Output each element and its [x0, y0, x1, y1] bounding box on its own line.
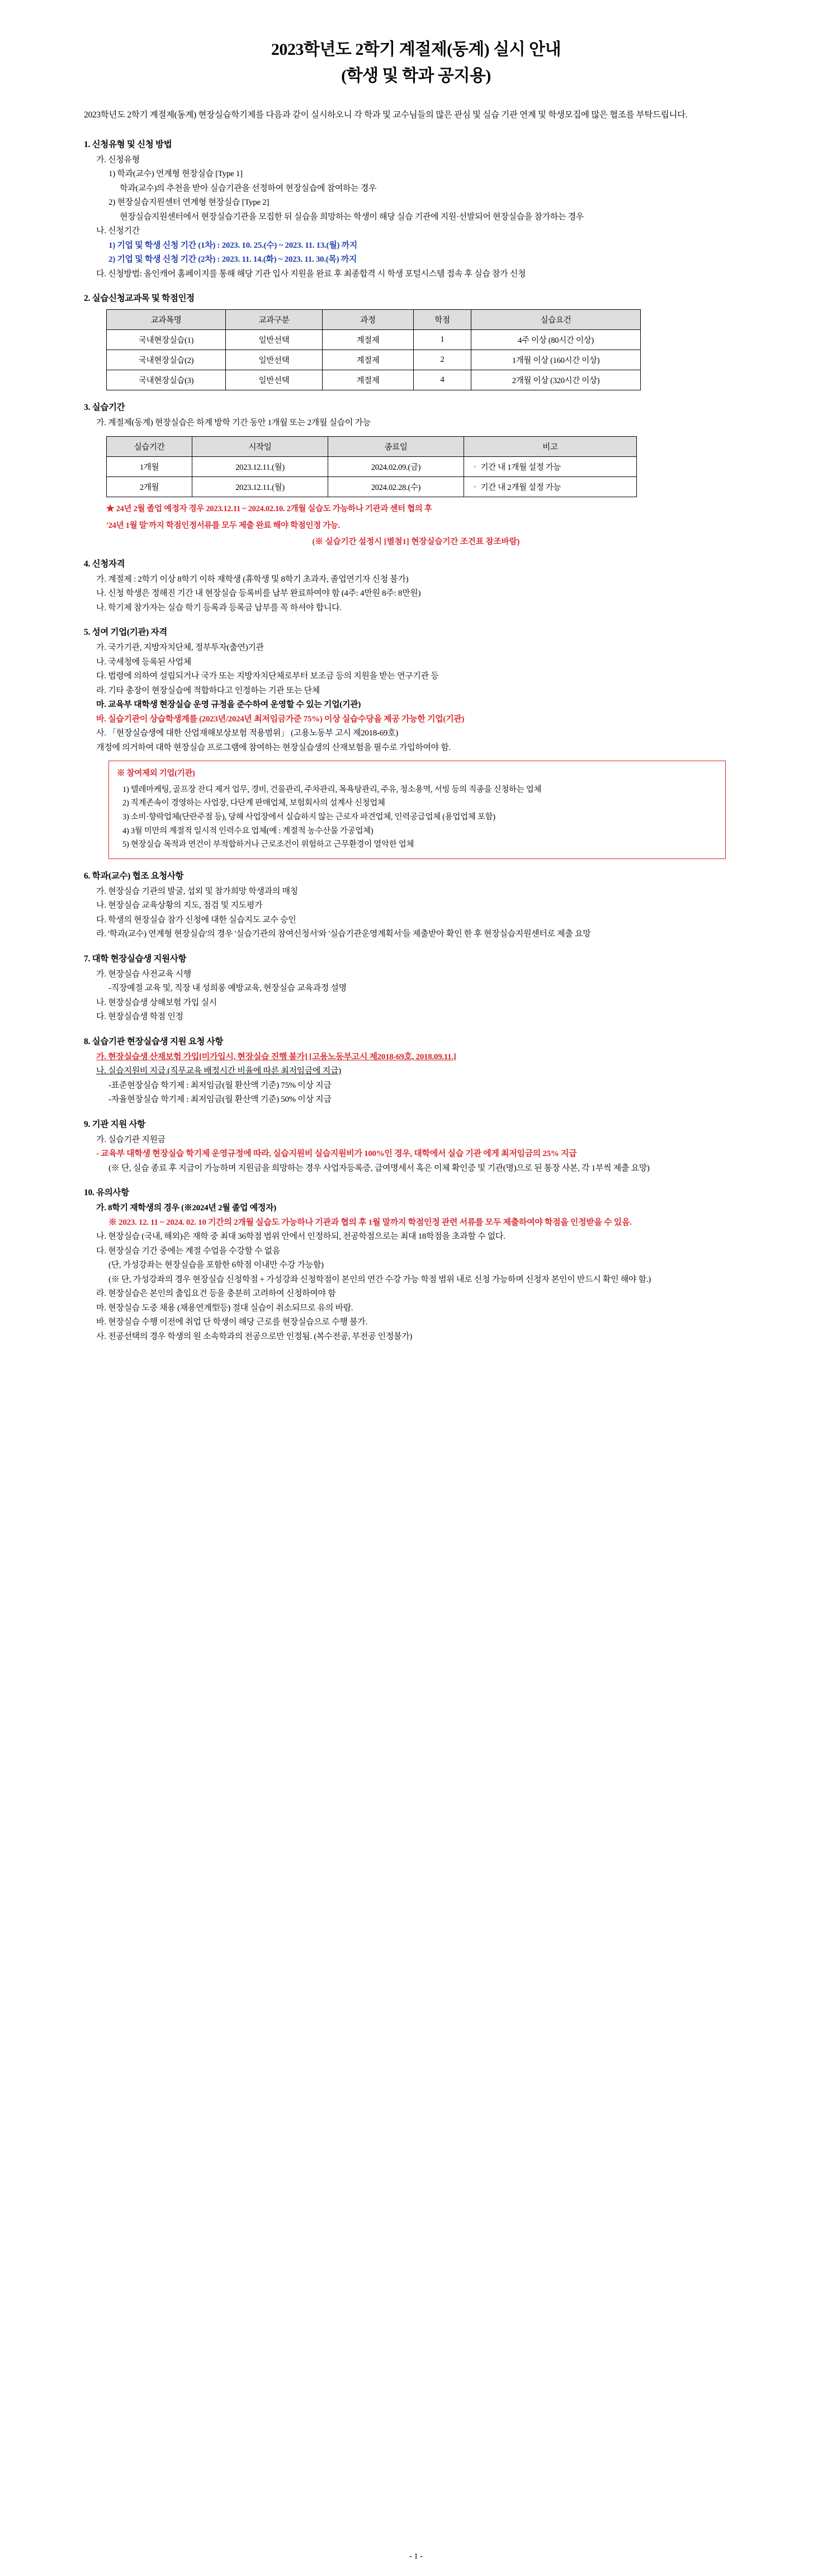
section-department-cooperation	[84, 869, 748, 942]
section-8-item-b: 나. 실습지원비 지급 (직무교육 배정시간 비율에 따른 최저임금에 지급)	[96, 1067, 341, 1076]
section-1-item-c: 다. 신청방법: 올인캐어 홈페이지를 통해 해당 기관 입사 지원을 완료 후 최종합격 시 학생 포털시스템 접속 후 실습 참가 신청	[96, 269, 526, 279]
section-10-item-g: 사. 전공선택의 경우 학생의 원 소속학과의 전공으로만 인정됨. (복수전공, 부전공 인정불가)	[96, 1332, 413, 1341]
section-university-support	[84, 952, 748, 1025]
section-10-item-c-sub1: (단, 가성강좌는 현장실습을 포함한 6학점 이내만 수강 가능함)	[108, 1261, 324, 1270]
section-5-item-h: 개정에 의거하여 대학 현장실습 프로그램에 참여하는 현장실습생의 산재보험을 필수로 가입하여야 함.	[96, 743, 451, 752]
section-5-heading: 5. 성여 기업(기관) 자격	[84, 628, 167, 637]
cell-requirement: 4주 이상 (80시간 이상)	[471, 330, 641, 350]
section-7-item-b: 나. 현장실습생 상해보험 가입 실시	[96, 998, 217, 1007]
section-10-item-b: 나. 현장실습 (국내, 해외)은 재학 중 최대 36학점 범위 안에서 인정하되, 전공학점으로는 최대 18학점을 초과할 수 없다.	[96, 1232, 505, 1242]
title-line-1: 2023학년도 2학기 계절제(동계) 실시 안내	[271, 40, 561, 59]
section-eligibility	[84, 557, 748, 616]
excluded-item: 5) 현장실습 목적과 연건이 부적합하거나 근로조건이 위험하고 근무환경이 열악한 업체	[122, 840, 414, 850]
cell-process: 계절제	[323, 330, 414, 350]
period-note-3: (※ 실습기간 설정시 [별첨1] 현장실습기간 조건표 참조바람)	[312, 537, 520, 546]
section-5-item-g: 사. 「현장실습생에 대한 산업재해보상보험 적용범위」 (고용노동부 고시 제2018-69호)	[96, 729, 398, 738]
section-precautions	[84, 1186, 748, 1344]
cell-process: 계절제	[323, 350, 414, 370]
section-1-type2: 2) 현장실습지원센터 연계형 현장실습 [Type 2]	[108, 198, 270, 207]
cell-credits: 4	[414, 370, 471, 390]
th-remarks: 비고	[464, 436, 637, 456]
section-8-heading: 8. 실습기관 현장실습생 지원 요청 사항	[84, 1036, 224, 1046]
section-5-item-c: 다. 법령에 의하여 설립되거나 국가 또는 지방자치단체로부터 보조금 등의 지원을 받는 연구기관 등	[96, 672, 439, 681]
section-1-period-2: 2) 기업 및 학생 신청 기간 (2차) : 2023. 11. 14.(화) ~ 2023. 11. 30.(목) 까지	[108, 255, 357, 265]
section-10-item-d: 라. 현장실습은 본인의 출입요건 등을 충분히 고려하여 신청하여야 함	[96, 1289, 336, 1299]
cell-credits: 2	[414, 350, 471, 370]
cell-start-date: 2023.12.11.(월)	[192, 456, 328, 476]
page-title	[84, 37, 748, 89]
section-4-item-c: 나. 학기제 참가자는 실습 학기 등록과 등록금 납부를 꼭 하셔야 합니다.	[96, 603, 342, 612]
th-start-date: 시작일	[192, 436, 328, 456]
table-header-row	[107, 310, 641, 330]
excluded-box-title: ※ 참여제외 기업(기관)	[117, 769, 195, 778]
section-10-item-a: 가. 8학기 재학생의 경우 (※2024년 2월 졸업 예정자)	[96, 1204, 276, 1213]
section-10-item-c: 다. 현장실습 기간 중에는 계절 수업을 수강할 수 없음	[96, 1246, 281, 1256]
section-5-item-b: 나. 국세청에 등록된 사업체	[96, 657, 191, 667]
cell-course-name: 국내현장실습(1)	[107, 330, 226, 350]
section-8-item-a: 가. 현장실습생 산재보험 가입[미가입시, 현장실습 진행 불가] [고용노동부고시 제2018-69호, 2018.09.11.]	[96, 1052, 456, 1061]
section-10-item-e: 마. 현장실습 도중 채용 (채용연계型등) 절대 실습이 취소되므로 유의 바람.	[96, 1303, 353, 1313]
table-row	[107, 350, 641, 370]
section-4-item-b: 나. 신청 학생은 정해진 기간 내 현장실습 등록비를 납부 완료하여야 함 (4주: 4만원 8주: 8만원)	[96, 589, 421, 598]
section-9-item-a: 가. 실습기관 지원금	[96, 1135, 166, 1144]
cell-course-name: 국내현장실습(2)	[107, 350, 226, 370]
section-1-item-b: 나. 신청기간	[96, 227, 140, 236]
section-10-item-f: 바. 현장실습 수행 이전에 취업 단 학생이 해당 근로를 현장실습으로 수행 불가.	[96, 1318, 367, 1327]
section-7-item-c: 다. 현장실습생 학점 인정	[96, 1012, 183, 1022]
section-10-item-c-sub2: (※ 단, 가성강좌의 경우 현장실습 신청학점 + 가성강좌 신청학점이 본인의 연간 수강 가능 학점 범위 내로 신청 가능하며 신청자 본인이 반드시 확인 해야 함.)	[108, 1275, 651, 1284]
th-requirement: 실습요건	[471, 310, 641, 330]
section-6-heading: 6. 학과(교수) 협조 요청사항	[84, 871, 184, 881]
table-header-row	[107, 436, 637, 456]
section-9-heading: 9. 기관 지원 사항	[84, 1119, 145, 1129]
page-number: - 1 -	[409, 2552, 423, 2561]
cell-period: 1개월	[107, 456, 192, 476]
excluded-item: 2) 직계존속이 경영하는 사업장, 다단계 판매업체, 보험회사의 설계사 신청업체	[122, 799, 385, 808]
th-credits: 학점	[414, 310, 471, 330]
section-8-autonomous-pay: -자율현장실습 학기제 : 최저임금(월 환산액 기준) 50% 이상 지급	[108, 1095, 332, 1105]
cell-requirement: 1개월 이상 (160시간 이상)	[471, 350, 641, 370]
section-period	[84, 400, 748, 546]
period-note-1: ★ 24년 2월 졸업 예정자 경우 2023.12.11 ~ 2024.02.10. 2개월 실습도 가능하나 기관과 센터 협의 후	[106, 504, 432, 513]
table-row	[107, 370, 641, 390]
section-application	[84, 138, 748, 282]
th-course-type: 교과구분	[226, 310, 323, 330]
section-company-qualification	[84, 625, 748, 859]
section-9-item-b: - 교육부 대학생 현장실습 학기제 운영규정에 따라, 실습지원비 실습지원비가 100%인 경우, 대학에서 실습 기관 에게 최저임금의 25% 지급	[96, 1149, 577, 1159]
section-1-type2-desc: 현장실습지원센터에서 현장실습기관을 모집한 뒤 실습을 희망하는 학생이 해당 실습 기관에 지원·선발되어 현장실습을 참가하는 경우	[120, 212, 584, 221]
section-credit	[84, 291, 748, 390]
section-5-item-f: 바. 실습기관이 상습학생계를 (2023년/2024년 최저임금가준 75%) 이상 실습수당을 제공 가능한 기업(기관)	[96, 714, 465, 724]
th-end-date: 종료일	[328, 436, 464, 456]
cell-start-date: 2023.12.11.(월)	[192, 476, 328, 497]
section-5-item-a: 가. 국가기관, 지방자치단체, 정부투자(출연)기관	[96, 643, 264, 652]
intro-paragraph: 2023학년도 2학기 계절제(동계) 현장실습학기제를 다음과 같이 실시하오니 각 학과 및 교수님들의 많은 관심 및 실습 기관 연계 및 학생모집에 많은 협조를 부탁드립니다.	[84, 110, 688, 120]
section-7-item-a: 가. 현장실습 사전교육 시행	[96, 969, 191, 979]
cell-end-date: 2024.02.28.(수)	[328, 476, 464, 497]
section-2-heading: 2. 실습신청교과목 및 학점인정	[84, 294, 195, 304]
section-9-item-c: (※ 단, 실습 종료 후 지급이 가능하며 지원금을 희망하는 경우 사업자등록증, 급여명세서 혹은 이체 확인증 및 기관(명)으로 된 통장 사본, 각 1부씩 제출 요망)	[108, 1163, 650, 1173]
section-4-item-a: 가. 계절제 : 2학기 이상 8학기 이하 재학생 (휴학생 및 8학기 초과자, 졸업연기자 신청 불가)	[96, 574, 409, 584]
period-note-2: '24년 1월 말'까지 학점인정서류를 모두 제출 완료 해야 학점인정 가능.	[106, 521, 340, 530]
section-7-item-a-detail: -직장예절 교육 및, 직장 내 성희롱 예방교육, 현장실습 교육과정 설명	[108, 984, 347, 993]
section-7-heading: 7. 대학 현장실습생 지원사항	[84, 954, 187, 964]
section-8-standard-pay: -표준현장실습 학기제 : 최저임금(월 환산액 기준) 75% 이상 지급	[108, 1081, 332, 1090]
table-row	[107, 330, 641, 350]
table-row	[107, 456, 637, 476]
cell-credits: 1	[414, 330, 471, 350]
cell-end-date: 2024.02.09.(금)	[328, 456, 464, 476]
th-period: 실습기간	[107, 436, 192, 456]
section-6-item-a: 가. 현장실습 기관의 발굴, 섭외 및 참가희망 학생과의 매칭	[96, 886, 298, 896]
cell-course-type: 일반선택	[226, 350, 323, 370]
credit-table	[106, 309, 641, 390]
section-1-item-a: 가. 신청유형	[96, 155, 140, 164]
section-institution-support	[84, 1117, 748, 1176]
excluded-item: 3) 소비·향락업체(단란주점 등), 당해 사업장에서 실습하지 않는 근로자 파견업체, 인력공급업체 (용업업체 포함)	[122, 812, 495, 822]
excluded-companies-box	[108, 761, 726, 859]
section-10-heading: 10. 유의사항	[84, 1188, 129, 1198]
section-6-item-d: 라. '학과(교수) 연계형 현장실습'의 경우 '실습기관의 참여신청서'와 '실습기관운영계획서'들 제출받아 확인 한 후 현장실습지원센터로 제출 요망	[96, 930, 591, 939]
section-5-item-e: 마. 교육부 대학생 현장실습 운영 규정을 준수하여 운영할 수 있는 기업(기관)	[96, 700, 361, 709]
cell-course-type: 일반선택	[226, 330, 323, 350]
cell-requirement: 2개월 이상 (320시간 이상)	[471, 370, 641, 390]
section-company-support-request	[84, 1035, 748, 1107]
section-1-heading: 1. 신청유형 및 신청 방법	[84, 139, 172, 149]
section-3-item-a: 가. 계절제(동계) 현장실습은 하계 방학 기간 동안 1개월 또는 2개월 실습이 가능	[96, 418, 371, 428]
section-1-type1: 1) 학과(교수) 연계형 현장실습 [Type 1]	[108, 169, 243, 179]
title-line-2: (학생 및 학과 공지용)	[341, 66, 491, 85]
excluded-item: 1) 텔레마케팅, 골프장 잔디 제거 업무, 경비, 건물관리, 주차관리, 목욕탕관리, 주유, 청소용역, 서빙 등의 직종을 신청하는 업체	[122, 785, 542, 794]
th-course-name: 교과목명	[107, 310, 226, 330]
cell-remarks: ‧ 기간 내 2개월 설정 가능	[464, 476, 637, 497]
section-6-item-c: 다. 학생의 현장실습 참가 신청에 대한 실습지도 교수 승인	[96, 915, 296, 924]
section-4-heading: 4. 신청자격	[84, 559, 125, 569]
section-5-item-d: 라. 기타 총장이 현장실습에 적합하다고 인정하는 기관 또는 단체	[96, 686, 320, 695]
cell-course-name: 국내현장실습(3)	[107, 370, 226, 390]
th-process: 과정	[323, 310, 414, 330]
cell-process: 계절제	[323, 370, 414, 390]
cell-period: 2개월	[107, 476, 192, 497]
section-1-period-1: 1) 기업 및 학생 신청 기간 (1차) : 2023. 10. 25.(수) ~ 2023. 11. 13.(월) 까지	[108, 240, 357, 250]
section-10-note: ※ 2023. 12. 11 ~ 2024. 02. 10 기간의 2개월 실습도 가능하나 기관과 협의 후 1월 말까지 학점인정 관련 서류를 모두 제출하여야 학점을 인정받을 수 있음.	[108, 1218, 632, 1227]
excluded-item: 4) 3월 미만의 계절적 일시적 인력수요 업체(예 : 계절적 농수산물 가공업체)	[122, 826, 374, 836]
cell-course-type: 일반선택	[226, 370, 323, 390]
section-3-heading: 3. 실습기간	[84, 403, 125, 413]
section-6-item-b: 나. 현장실습 교육상황의 지도, 점검 및 지도평가	[96, 901, 263, 910]
table-row	[107, 476, 637, 497]
section-1-type1-desc: 학과(교수)의 추천을 받아 실습기관을 선정하여 현장실습에 참여하는 경우	[120, 183, 377, 193]
cell-remarks: ‧ 기간 내 1개월 설정 가능	[464, 456, 637, 476]
period-table	[106, 436, 637, 497]
